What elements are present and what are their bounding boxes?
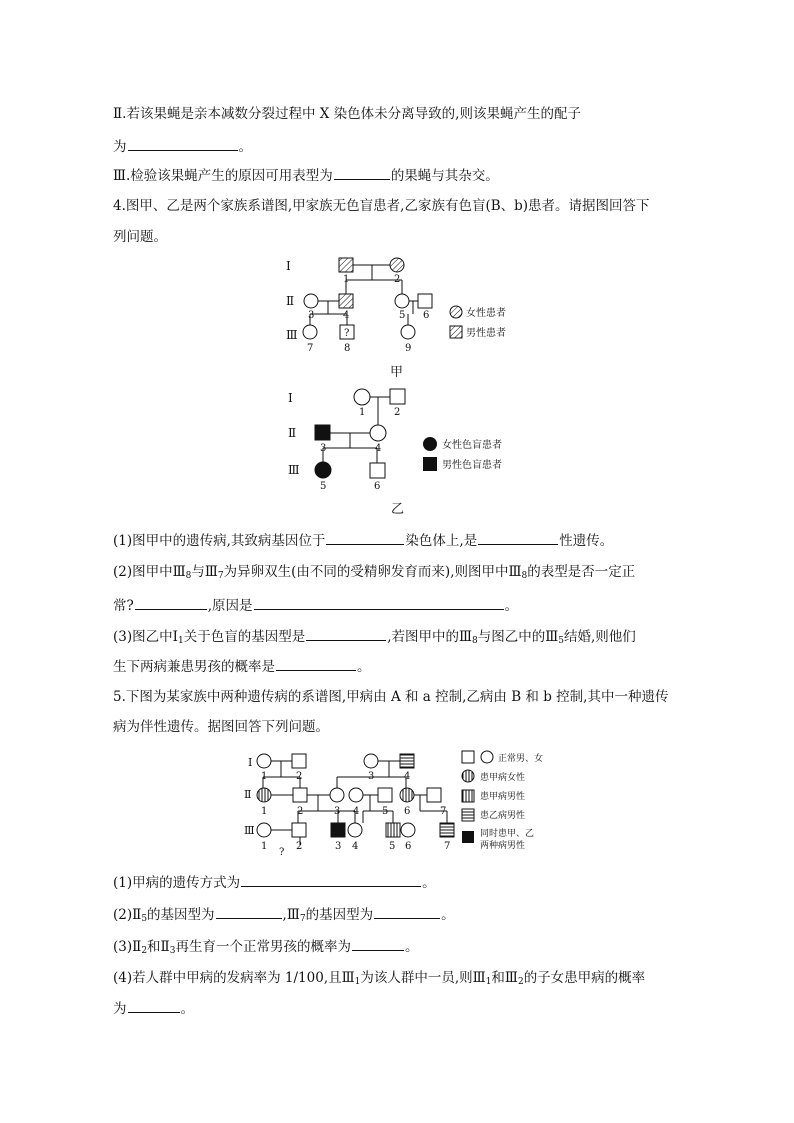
answer-blank[interactable] <box>216 904 282 919</box>
q5-II5-male <box>378 788 392 802</box>
yi-I2-male <box>390 389 405 404</box>
answer-blank[interactable] <box>306 626 386 641</box>
gen-label-II: Ⅱ <box>288 426 297 440</box>
q5-III2-male <box>292 823 306 837</box>
legend-male-patient-icon <box>450 326 462 338</box>
num-5: 5 <box>399 310 406 321</box>
num-1: 1 <box>343 274 350 285</box>
num-6: 6 <box>423 310 430 321</box>
legend-jia-female-icon <box>462 770 474 782</box>
answer-blank[interactable] <box>276 656 356 671</box>
num-2: 2 <box>394 274 401 285</box>
jia-I2-affected-female <box>390 258 404 272</box>
num-7: 7 <box>307 343 314 354</box>
pedigree-jia <box>280 252 530 382</box>
q4-intro-1: 4.图甲、乙是两个家族系谱图,甲家族无色盲患者,乙家族有色盲(B、b)患者。请据图回答下 <box>113 198 650 214</box>
legend-female-patient: 女性患者 <box>466 308 506 319</box>
q5-II3-female <box>330 788 344 802</box>
gen-label-II: Ⅱ <box>244 788 252 801</box>
jia-III7-female <box>303 325 317 339</box>
figure-caption-yi: 乙 <box>391 502 405 517</box>
num: 5 <box>389 841 396 852</box>
question-mark: ? <box>344 328 350 339</box>
answer-blank[interactable] <box>241 872 421 887</box>
legend-yi-male: 患乙病男性 <box>480 811 526 821</box>
gen-label-III: Ⅲ <box>244 824 255 837</box>
yi-II3-colorblind-male <box>315 425 330 440</box>
num-4: 4 <box>375 443 382 454</box>
q5-sub2: $(2)Ⅱ_5$的基因型为 $,Ⅲ_7$的基因型为 。 <box>113 904 455 929</box>
jia-I1-affected-male <box>339 258 353 272</box>
q5-sub4: (4)若人群中甲病的发病率为 1/100,且$Ⅲ_1$为该人群中一员,则$Ⅲ_1$和$Ⅲ_2$的子女患甲病的概率 <box>113 970 646 987</box>
num: 4 <box>404 771 411 782</box>
num-3: 3 <box>320 443 327 454</box>
num: 4 <box>353 806 360 817</box>
figure-caption-jia: 甲 <box>390 365 404 380</box>
num: 1 <box>261 806 268 817</box>
jia-II5-female <box>395 294 409 308</box>
jia-II6-male <box>418 294 432 308</box>
answer-blank[interactable] <box>128 136 238 151</box>
pedigree-q5 <box>240 745 560 860</box>
num: 6 <box>404 806 411 817</box>
answer-blank[interactable] <box>374 904 440 919</box>
yi-III5-colorblind-female <box>315 462 331 478</box>
q5-intro-2: 病为伴性遗传。据图回答下列问题。 <box>113 719 329 735</box>
legend-normal-female-icon <box>481 751 493 763</box>
num: 2 <box>296 771 303 782</box>
gen-label-III: Ⅲ <box>288 463 300 477</box>
q5-III6-female <box>401 823 415 837</box>
q5-intro-1: 5.下图为某家族中两种遗传病的系谱图,甲病由 A 和 a 控制,乙病由 B 和 b 控制,其中一种遗传 <box>113 689 669 705</box>
answer-blank[interactable] <box>352 936 404 951</box>
legend-yi-male-icon <box>462 809 474 821</box>
num-9: 9 <box>405 343 412 354</box>
num-4: 4 <box>343 310 350 321</box>
legend-jia-male-icon <box>462 790 474 802</box>
yi-III6-male <box>370 463 385 478</box>
q4-sub2: (2)图甲中$Ⅲ_8$与$Ⅲ_7$为异卵双生(由不同的受精卵发育而来),则图甲中$Ⅲ_8$的表型是否一定正 <box>113 564 636 581</box>
answer-blank[interactable] <box>326 530 404 545</box>
num: 2 <box>296 841 303 852</box>
answer-blank[interactable] <box>334 165 390 180</box>
num: 4 <box>352 841 359 852</box>
q5-III7-disease-yi-male <box>440 823 454 837</box>
q5-sub4-cont: 为 。 <box>113 998 194 1019</box>
q5-II2-male <box>293 788 307 802</box>
legend-female-patient-icon <box>450 306 462 318</box>
q4-sub3: (3)图乙中$Ⅰ_1$关于色盲的基因型是 ,若图甲中的$Ⅲ_8$与图乙中的$Ⅲ_5$结婚,则他们 <box>113 626 636 651</box>
num: 7 <box>444 841 451 852</box>
num-3: 3 <box>308 310 315 321</box>
q5-III3-both-diseases-male <box>331 823 345 837</box>
gen-label-II: Ⅱ <box>286 294 295 308</box>
legend-normal-male-icon <box>462 751 474 763</box>
q5-II1-disease-jia-female <box>257 788 271 802</box>
jia-II4-affected-male <box>339 294 353 308</box>
question-mark: ? <box>279 847 285 858</box>
answer-blank[interactable] <box>135 595 207 610</box>
num: 3 <box>368 771 375 782</box>
num-1: 1 <box>359 407 366 418</box>
legend-both-line1: 同时患甲、乙 <box>480 829 535 839</box>
q5-II6-disease-jia-female <box>400 788 414 802</box>
pedigree-yi <box>280 385 530 520</box>
q3-ii-answer-line: 为 。 <box>113 136 252 157</box>
num: 1 <box>261 771 268 782</box>
q5-III1-female <box>257 823 271 837</box>
num-2: 2 <box>394 407 401 418</box>
num-6: 6 <box>374 481 381 492</box>
answer-blank[interactable] <box>478 530 558 545</box>
num: 7 <box>440 806 447 817</box>
q5-sub1: (1)甲病的遗传方式为 。 <box>113 872 436 893</box>
legend-both-male-icon <box>462 831 474 843</box>
q5-II4-female <box>349 788 363 802</box>
answer-blank[interactable] <box>128 998 180 1013</box>
legend-jia-female: 患甲病女性 <box>480 773 526 783</box>
legend-jia-male: 患甲病男性 <box>480 792 526 802</box>
q5-I2-male <box>292 754 306 768</box>
legend-colorblind-male-icon <box>423 457 437 471</box>
q5-II7-male <box>427 788 441 802</box>
q4-sub1: (1)图甲中的遗传病,其致病基因位于 染色体上,是 性遗传。 <box>113 530 613 551</box>
q5-I3-female <box>364 754 378 768</box>
jia-III9-female <box>401 325 415 339</box>
yi-I1-female <box>354 389 370 405</box>
q5-III5-disease-jia-male <box>386 823 400 837</box>
num: 1 <box>261 841 268 852</box>
legend-male-patient: 男性患者 <box>466 328 506 339</box>
num: 5 <box>382 806 389 817</box>
q4-sub2-cont: 常? ,原因是 。 <box>113 595 518 616</box>
q5-III4-female <box>348 823 362 837</box>
num: 3 <box>334 806 341 817</box>
num: 6 <box>405 841 412 852</box>
num: 3 <box>335 841 342 852</box>
num: 2 <box>297 806 304 817</box>
q3-ii-line: Ⅱ.若该果蝇是亲本减数分裂过程中 X 染色体未分离导致的,则该果蝇产生的配子 <box>113 106 581 122</box>
q4-intro-2: 列问题。 <box>113 229 167 245</box>
answer-blank[interactable] <box>254 595 504 610</box>
legend-normal: 正常男、女 <box>498 754 544 764</box>
gen-label-I: Ⅰ <box>248 756 253 769</box>
num-5: 5 <box>320 481 327 492</box>
q4-sub3-cont: 生下两病兼患男孩的概率是 。 <box>113 656 371 677</box>
legend-both-line2: 两种病男性 <box>480 841 526 851</box>
q3-iii-line: Ⅲ.检验该果蝇产生的原因可用表型为 的果蝇与其杂交。 <box>113 165 499 186</box>
legend-colorblind-female-icon <box>423 437 437 451</box>
q5-I1-female <box>257 754 271 768</box>
gen-label-I: Ⅰ <box>288 391 293 405</box>
jia-II3-female <box>304 294 318 308</box>
q5-sub3: $(3)Ⅱ_2$和$Ⅱ_3$再生育一个正常男孩的概率为 。 <box>113 936 418 961</box>
legend-colorblind-female: 女性色盲患者 <box>442 440 502 451</box>
gen-label-I: Ⅰ <box>286 259 291 273</box>
legend-colorblind-male: 男性色盲患者 <box>442 460 502 471</box>
yi-II4-female <box>370 425 386 441</box>
gen-label-III: Ⅲ <box>286 328 298 342</box>
q5-I4-disease-yi-male <box>400 754 414 768</box>
num-8: 8 <box>344 343 351 354</box>
